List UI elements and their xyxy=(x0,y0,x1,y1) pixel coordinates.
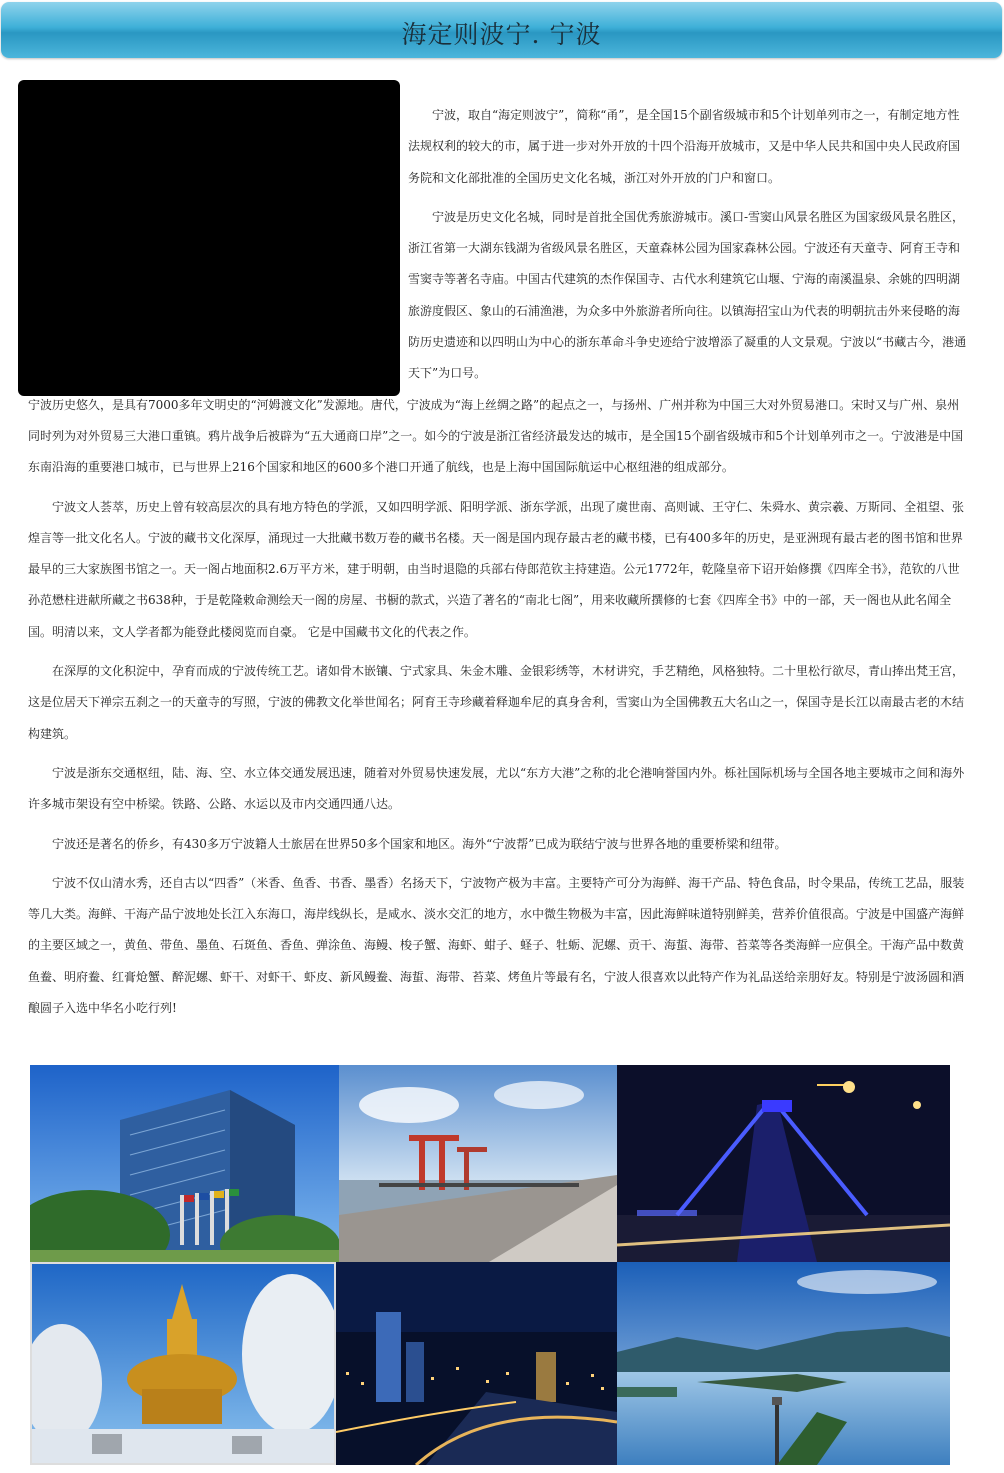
photo-office-tower[interactable] xyxy=(30,1065,339,1262)
photo-lake-mountains[interactable] xyxy=(617,1262,950,1465)
paragraph-culture: 宁波文人荟萃，历史上曾有较高层次的具有地方特色的学派，又如四明学派、阳明学派、浙东学派，出现了虞世南、高则诚、王守仁、朱舜水、黄宗羲、万斯同、全祖望、张煌言等一批文化名人。宁波的藏书文化深厚，涌现过一大批藏书数万卷的藏书名楼。天一阁是国内现存最古老的藏书楼，已有400多年的历史，是亚洲现有最古老的图书馆和世界最早的三大家族图书馆之一。天一阁占地面积2.6万平方米，建于明朝，由当时退隐的兵部右侍郎范钦主持建造。公元1772年，乾隆皇帝下诏开始修撰《四库全书》，范钦的八世孙范懋柱进献所藏之书638种，于是乾隆敕命测绘天一阁的房屋、书橱的款式，兴造了著名的“南北七阁”，用来收藏所撰修的七套《四库全书》中的一部，天一阁也从此名闻全国。明清以来，文人学者都为能登此楼阅览而自豪。 它是中国藏书文化的代表之作。 xyxy=(28,499,965,639)
photo-gallery xyxy=(30,1065,950,1465)
paragraph-intro: 宁波，取自“海定则波宁”，简称“甬”，是全国15个副省级城市和5个计划单列市之一，有制定地方性法规权利的较大的市，属于进一步对外开放的十四个沿海开放城市，又是中华人民共和国中央人民政府国务院和文化部批准的全国历史文化名城，浙江对外开放的门户和窗口。 xyxy=(408,108,961,185)
article-body xyxy=(28,100,970,1024)
paragraph-crafts: 在深厚的文化积淀中，孕育而成的宁波传统工艺。诸如骨木嵌镶、宁式家具、朱金木雕、金银彩绣等，木材讲究，手艺精绝，风格独特。二十里松行欲尽，青山捧出梵王宫，这是位居天下禅宗五刹之一的天童寺的写照，宁波的佛教文化举世闻名；阿育王寺珍藏着释迦牟尼的真身舍利，雪窦山为全国佛教五大名山之一，保国寺是长江以南最古老的木结构建筑。 xyxy=(28,664,965,741)
paragraph-history: 宁波历史悠久，是具有7000多年文明史的“河姆渡文化”发源地。唐代，宁波成为“海上丝绸之路”的起点之一，与扬州、广州并称为中国三大对外贸易港口。宋时又与广州、泉州同时列为对外贸易三大港口重镇。鸦片战争后被辟为“五大通商口岸”之一。如今的宁波是浙江省经济最发达的城市，是全国15个副省级城市和5个计划单列市之一。宁波港是中国东南沿海的重要港口城市，已与世界上216个国家和地区的600多个港口开通了航线，也是上海中国国际航运中心枢纽港的组成部分。 xyxy=(28,397,964,475)
photo-port-pier[interactable] xyxy=(339,1065,617,1262)
paragraph-products: 宁波不仅山清水秀，还自古以“四香”（米香、鱼香、书香、墨香）名扬天下，宁波物产极为丰富。主要特产可分为海鲜、海干产品、特色食品，时令果品，传统工艺品，服装等几大类。海鲜、干海产品宁波地处长江入东海口，海岸线纵长，是咸水、淡水交汇的地方，水中微生物极为丰富，因此海鲜味道特别鲜美，营养价值很高。宁波是中国盛产海鲜的主要区域之一，黄鱼、带鱼、墨鱼、石斑鱼、香鱼、弹涂鱼、海鳗、梭子蟹、海虾、蚶子、蛏子、牡蛎、泥螺、贡干、海蜇、海带、苔菜等各类海鲜一应俱全。干海产品中数黄鱼鲞、明府鲞、红膏炝蟹、醉泥螺、虾干、对虾干、虾皮、新风鳗鲞、海蜇、海带、苔菜、烤鱼片等最有名，宁波人很喜欢以此特产作为礼品送给亲朋好友。特别是宁波汤圆和酒酿圆子入选中华名小吃行列! xyxy=(28,875,965,1016)
page-header xyxy=(1,2,1002,58)
photo-city-night[interactable] xyxy=(336,1262,617,1465)
photo-night-bridge[interactable] xyxy=(617,1065,950,1262)
paragraph-transport: 宁波是浙东交通枢纽，陆、海、空、水立体交通发展迅速，随着对外贸易快速发展，尤以“东方大港”之称的北仑港响誉国内外。栎社国际机场与全国各地主要城市之间和海外许多城市架设有空中桥梁。铁路、公路、水运以及市内交通四通八达。 xyxy=(28,765,965,812)
page-title: 海定则波宁. 宁波 xyxy=(401,20,602,49)
photo-golden-buddha[interactable] xyxy=(30,1262,336,1465)
paragraph-tourism: 宁波是历史文化名城，同时是首批全国优秀旅游城市。溪口-雪窦山风景名胜区为国家级风景名胜区，浙江省第一大湖东钱湖为省级风景名胜区，天童森林公园为国家森林公园。宁波还有天童寺、阿育王寺和雪窦寺等著名寺庙。中国古代建筑的杰作保国寺、古代水利建筑它山堰、宁海的南溪温泉、余姚的四明湖旅游度假区、象山的石浦渔港，为众多中外旅游者所向往。以镇海招宝山为代表的明朝抗击外来侵略的海防历史遗迹和以四明山为中心的浙东革命斗争史迹给宁波增添了凝重的人文景观。宁波以“书藏古今，港通天下”为口号。 xyxy=(408,209,967,381)
paragraph-overseas: 宁波还是著名的侨乡，有430多万宁波籍人士旅居在世界50多个国家和地区。海外“宁波帮”已成为联结宁波与世界各地的重要桥梁和纽带。 xyxy=(52,836,787,851)
